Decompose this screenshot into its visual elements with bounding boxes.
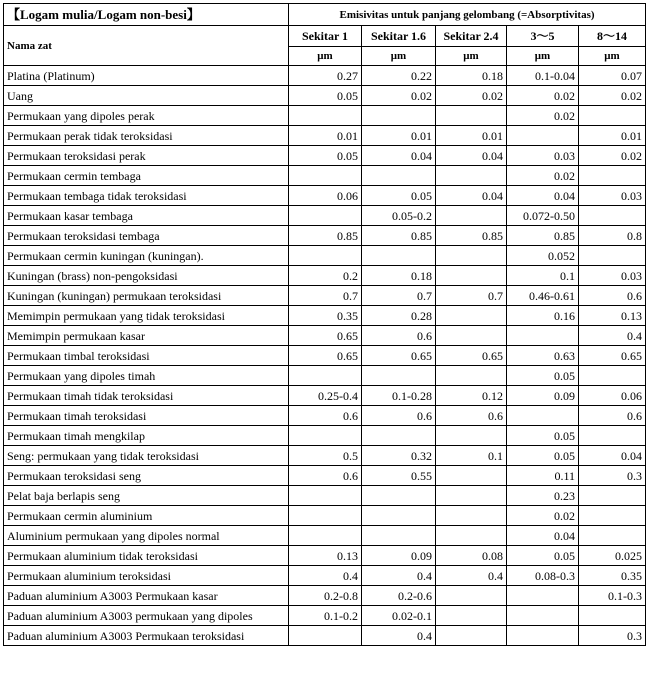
emissivity-value-cell: 0.4 xyxy=(436,566,507,586)
emissivity-value-cell xyxy=(362,486,436,506)
emissivity-value-cell: 0.05 xyxy=(507,366,579,386)
substance-name-cell: Memimpin permukaan kasar xyxy=(4,326,289,346)
emissivity-value-cell: 0.4 xyxy=(579,326,646,346)
emissivity-value-cell: 0.09 xyxy=(362,546,436,566)
emissivity-value-cell: 0.05 xyxy=(507,426,579,446)
emissivity-value-cell xyxy=(579,246,646,266)
emissivity-value-cell: 0.072-0.50 xyxy=(507,206,579,226)
emissivity-value-cell xyxy=(436,106,507,126)
emissivity-value-cell: 0.05 xyxy=(289,146,362,166)
unit-header: μm xyxy=(507,47,579,66)
emissivity-value-cell: 0.85 xyxy=(362,226,436,246)
wavelength-header: 8～14 xyxy=(579,26,646,47)
emissivity-value-cell xyxy=(436,606,507,626)
emissivity-value-cell xyxy=(436,326,507,346)
emissivity-value-cell xyxy=(436,466,507,486)
emissivity-value-cell xyxy=(579,426,646,446)
emissivity-value-cell: 0.6 xyxy=(579,406,646,426)
emissivity-value-cell: 0.03 xyxy=(507,146,579,166)
substance-name-cell: Permukaan kasar tembaga xyxy=(4,206,289,226)
substance-name-cell: Kuningan (brass) non-pengoksidasi xyxy=(4,266,289,286)
table-row xyxy=(4,466,646,486)
table-row xyxy=(4,166,646,186)
emissivity-value-cell xyxy=(362,166,436,186)
emissivity-value-cell xyxy=(579,606,646,626)
table-row xyxy=(4,346,646,366)
substance-name-cell: Seng: permukaan yang tidak teroksidasi xyxy=(4,446,289,466)
emissivity-value-cell: 0.65 xyxy=(289,326,362,346)
substance-name-cell: Permukaan cermin tembaga xyxy=(4,166,289,186)
emissivity-value-cell: 0.5 xyxy=(289,446,362,466)
table-row xyxy=(4,326,646,346)
emissivity-value-cell: 0.85 xyxy=(507,226,579,246)
emissivity-value-cell: 0.04 xyxy=(436,186,507,206)
table-row xyxy=(4,306,646,326)
emissivity-value-cell: 0.12 xyxy=(436,386,507,406)
emissivity-value-cell: 0.05 xyxy=(289,86,362,106)
emissivity-value-cell xyxy=(289,246,362,266)
emissivity-value-cell: 0.06 xyxy=(289,186,362,206)
emissivity-value-cell: 0.65 xyxy=(362,346,436,366)
substance-name-cell: Permukaan timbal teroksidasi xyxy=(4,346,289,366)
emissivity-value-cell: 0.6 xyxy=(362,406,436,426)
emissivity-value-cell: 0.05-0.2 xyxy=(362,206,436,226)
emissivity-value-cell: 0.04 xyxy=(436,146,507,166)
emissivity-value-cell xyxy=(289,206,362,226)
emissivity-value-cell: 0.13 xyxy=(289,546,362,566)
emissivity-value-cell xyxy=(436,366,507,386)
emissivity-value-cell: 0.6 xyxy=(289,406,362,426)
emissivity-value-cell: 0.7 xyxy=(436,286,507,306)
emissivity-value-cell: 0.65 xyxy=(289,346,362,366)
emissivity-value-cell: 0.63 xyxy=(507,346,579,366)
substance-name-cell: Kuningan (kuningan) permukaan teroksidasi xyxy=(4,286,289,306)
substance-name-cell: Paduan aluminium A3003 Permukaan kasar xyxy=(4,586,289,606)
substance-name-cell: Platina (Platinum) xyxy=(4,66,289,86)
emissivity-value-cell xyxy=(579,166,646,186)
emissivity-value-cell: 0.03 xyxy=(579,186,646,206)
emissivity-value-cell: 0.35 xyxy=(289,306,362,326)
wavelength-header: Sekitar 1 xyxy=(289,26,362,47)
emissivity-value-cell xyxy=(507,406,579,426)
emissivity-value-cell: 0.3 xyxy=(579,466,646,486)
emissivity-value-cell: 0.32 xyxy=(362,446,436,466)
emissivity-value-cell xyxy=(362,366,436,386)
emissivity-value-cell: 0.05 xyxy=(362,186,436,206)
emissivity-value-cell xyxy=(289,486,362,506)
emissivity-value-cell xyxy=(289,166,362,186)
emissivity-value-cell: 0.27 xyxy=(289,66,362,86)
substance-name-cell: Permukaan timah mengkilap xyxy=(4,426,289,446)
emissivity-value-cell: 0.04 xyxy=(507,526,579,546)
substance-name-cell: Permukaan timah tidak teroksidasi xyxy=(4,386,289,406)
emissivity-value-cell xyxy=(362,526,436,546)
table-row xyxy=(4,406,646,426)
table-row xyxy=(4,566,646,586)
emissivity-value-cell: 0.2-0.8 xyxy=(289,586,362,606)
emissivity-value-cell xyxy=(579,526,646,546)
table-row xyxy=(4,606,646,626)
table-row xyxy=(4,386,646,406)
table-row xyxy=(4,146,646,166)
substance-name-cell: Permukaan cermin kuningan (kuningan). xyxy=(4,246,289,266)
emissivity-value-cell: 0.55 xyxy=(362,466,436,486)
emissivity-value-cell xyxy=(436,246,507,266)
table-row xyxy=(4,366,646,386)
emissivity-value-cell xyxy=(579,106,646,126)
emissivity-value-cell: 0.65 xyxy=(436,346,507,366)
emissivity-value-cell xyxy=(289,106,362,126)
table-row xyxy=(4,206,646,226)
emissivity-value-cell xyxy=(436,626,507,646)
emissivity-value-cell xyxy=(436,266,507,286)
emissivity-value-cell: 0.6 xyxy=(289,466,362,486)
substance-name-cell: Paduan aluminium A3003 Permukaan teroksidasi xyxy=(4,626,289,646)
emissivity-value-cell: 0.8 xyxy=(579,226,646,246)
emissivity-value-cell: 0.02 xyxy=(507,106,579,126)
emissivity-value-cell: 0.6 xyxy=(436,406,507,426)
emissivity-value-cell xyxy=(579,206,646,226)
emissivity-value-cell xyxy=(436,306,507,326)
table-row xyxy=(4,526,646,546)
emissivity-value-cell: 0.02-0.1 xyxy=(362,606,436,626)
substance-name-cell: Permukaan timah teroksidasi xyxy=(4,406,289,426)
table-row xyxy=(4,486,646,506)
substance-name-cell: Permukaan teroksidasi perak xyxy=(4,146,289,166)
wavelength-header: Sekitar 1.6 xyxy=(362,26,436,47)
emissivity-value-cell: 0.05 xyxy=(507,446,579,466)
emissivity-value-cell: 0.4 xyxy=(362,626,436,646)
emissivity-value-cell: 0.65 xyxy=(579,346,646,366)
emissivity-value-cell: 0.04 xyxy=(579,446,646,466)
emissivity-value-cell xyxy=(436,526,507,546)
emissivity-value-cell xyxy=(362,246,436,266)
unit-header: μm xyxy=(289,47,362,66)
emissivity-value-cell: 0.2-0.6 xyxy=(362,586,436,606)
table-row xyxy=(4,86,646,106)
substance-name-cell: Permukaan aluminium teroksidasi xyxy=(4,566,289,586)
emissivity-value-cell: 0.01 xyxy=(436,126,507,146)
wavelength-header: 3～5 xyxy=(507,26,579,47)
emissivity-value-cell xyxy=(362,426,436,446)
emissivity-value-cell xyxy=(579,366,646,386)
emissivity-value-cell: 0.01 xyxy=(579,126,646,146)
table-row xyxy=(4,106,646,126)
unit-header: μm xyxy=(579,47,646,66)
emissivity-value-cell xyxy=(436,166,507,186)
emissivity-value-cell: 0.052 xyxy=(507,246,579,266)
emissivity-value-cell: 0.08 xyxy=(436,546,507,566)
emissivity-value-cell xyxy=(362,106,436,126)
emissivity-value-cell: 0.11 xyxy=(507,466,579,486)
substance-name-cell: Uang xyxy=(4,86,289,106)
table-row xyxy=(4,446,646,466)
emissivity-value-cell: 0.3 xyxy=(579,626,646,646)
emissivity-value-cell: 0.03 xyxy=(579,266,646,286)
emissivity-value-cell: 0.02 xyxy=(362,86,436,106)
group-header: Emisivitas untuk panjang gelombang (=Absorptivitas) xyxy=(289,4,646,26)
emissivity-value-cell: 0.16 xyxy=(507,306,579,326)
substance-name-cell: Permukaan yang dipoles timah xyxy=(4,366,289,386)
emissivity-value-cell: 0.02 xyxy=(507,166,579,186)
emissivity-table xyxy=(3,3,646,646)
emissivity-value-cell: 0.02 xyxy=(436,86,507,106)
emissivity-value-cell: 0.06 xyxy=(579,386,646,406)
emissivity-value-cell xyxy=(507,626,579,646)
emissivity-value-cell: 0.85 xyxy=(436,226,507,246)
emissivity-value-cell: 0.46-0.61 xyxy=(507,286,579,306)
emissivity-value-cell: 0.01 xyxy=(289,126,362,146)
name-column-header: Nama zat xyxy=(4,26,289,66)
emissivity-value-cell xyxy=(436,506,507,526)
table-row xyxy=(4,506,646,526)
unit-header: μm xyxy=(362,47,436,66)
emissivity-value-cell: 0.4 xyxy=(289,566,362,586)
substance-name-cell: Pelat baja berlapis seng xyxy=(4,486,289,506)
emissivity-value-cell: 0.02 xyxy=(507,506,579,526)
emissivity-value-cell: 0.1-0.28 xyxy=(362,386,436,406)
emissivity-value-cell xyxy=(289,426,362,446)
emissivity-value-cell xyxy=(507,326,579,346)
emissivity-value-cell: 0.18 xyxy=(362,266,436,286)
emissivity-value-cell: 0.23 xyxy=(507,486,579,506)
table-row xyxy=(4,246,646,266)
emissivity-value-cell: 0.1-0.2 xyxy=(289,606,362,626)
table-title: 【Logam mulia/Logam non-besi】 xyxy=(4,4,289,26)
emissivity-value-cell xyxy=(507,606,579,626)
emissivity-value-cell xyxy=(507,586,579,606)
emissivity-value-cell: 0.025 xyxy=(579,546,646,566)
emissivity-value-cell xyxy=(436,426,507,446)
emissivity-value-cell: 0.2 xyxy=(289,266,362,286)
emissivity-value-cell: 0.01 xyxy=(362,126,436,146)
emissivity-value-cell: 0.08-0.3 xyxy=(507,566,579,586)
table-body xyxy=(4,66,646,646)
emissivity-value-cell: 0.7 xyxy=(362,286,436,306)
table-row xyxy=(4,186,646,206)
emissivity-value-cell xyxy=(289,626,362,646)
table-row xyxy=(4,266,646,286)
emissivity-value-cell xyxy=(436,586,507,606)
emissivity-value-cell: 0.85 xyxy=(289,226,362,246)
emissivity-value-cell: 0.6 xyxy=(362,326,436,346)
emissivity-value-cell: 0.1-0.3 xyxy=(579,586,646,606)
wavelength-header: Sekitar 2.4 xyxy=(436,26,507,47)
emissivity-value-cell: 0.1-0.04 xyxy=(507,66,579,86)
emissivity-value-cell xyxy=(289,506,362,526)
table-row xyxy=(4,226,646,246)
emissivity-value-cell: 0.09 xyxy=(507,386,579,406)
emissivity-value-cell: 0.4 xyxy=(362,566,436,586)
emissivity-value-cell: 0.35 xyxy=(579,566,646,586)
emissivity-value-cell: 0.07 xyxy=(579,66,646,86)
emissivity-value-cell xyxy=(579,506,646,526)
emissivity-value-cell xyxy=(436,486,507,506)
emissivity-value-cell: 0.1 xyxy=(436,446,507,466)
emissivity-value-cell: 0.1 xyxy=(507,266,579,286)
emissivity-value-cell: 0.18 xyxy=(436,66,507,86)
substance-name-cell: Permukaan yang dipoles perak xyxy=(4,106,289,126)
emissivity-value-cell: 0.6 xyxy=(579,286,646,306)
emissivity-value-cell xyxy=(362,506,436,526)
substance-name-cell: Permukaan tembaga tidak teroksidasi xyxy=(4,186,289,206)
table-row xyxy=(4,286,646,306)
emissivity-value-cell xyxy=(579,486,646,506)
emissivity-value-cell: 0.28 xyxy=(362,306,436,326)
substance-name-cell: Permukaan cermin aluminium xyxy=(4,506,289,526)
emissivity-table-container xyxy=(3,3,646,646)
substance-name-cell: Permukaan aluminium tidak teroksidasi xyxy=(4,546,289,566)
table-row xyxy=(4,126,646,146)
substance-name-cell: Permukaan perak tidak teroksidasi xyxy=(4,126,289,146)
emissivity-value-cell: 0.02 xyxy=(579,146,646,166)
emissivity-value-cell: 0.25-0.4 xyxy=(289,386,362,406)
emissivity-value-cell: 0.05 xyxy=(507,546,579,566)
emissivity-value-cell: 0.04 xyxy=(507,186,579,206)
table-row xyxy=(4,546,646,566)
emissivity-value-cell xyxy=(436,206,507,226)
substance-name-cell: Permukaan teroksidasi tembaga xyxy=(4,226,289,246)
emissivity-value-cell: 0.04 xyxy=(362,146,436,166)
emissivity-value-cell: 0.7 xyxy=(289,286,362,306)
emissivity-value-cell: 0.22 xyxy=(362,66,436,86)
table-row xyxy=(4,586,646,606)
table-row xyxy=(4,66,646,86)
table-row xyxy=(4,626,646,646)
substance-name-cell: Permukaan teroksidasi seng xyxy=(4,466,289,486)
substance-name-cell: Paduan aluminium A3003 permukaan yang dipoles xyxy=(4,606,289,626)
substance-name-cell: Aluminium permukaan yang dipoles normal xyxy=(4,526,289,546)
emissivity-value-cell: 0.13 xyxy=(579,306,646,326)
emissivity-value-cell xyxy=(289,366,362,386)
substance-name-cell: Memimpin permukaan yang tidak teroksidasi xyxy=(4,306,289,326)
unit-header: μm xyxy=(436,47,507,66)
emissivity-value-cell xyxy=(289,526,362,546)
emissivity-value-cell: 0.02 xyxy=(507,86,579,106)
table-row xyxy=(4,426,646,446)
emissivity-value-cell xyxy=(507,126,579,146)
emissivity-value-cell: 0.02 xyxy=(579,86,646,106)
